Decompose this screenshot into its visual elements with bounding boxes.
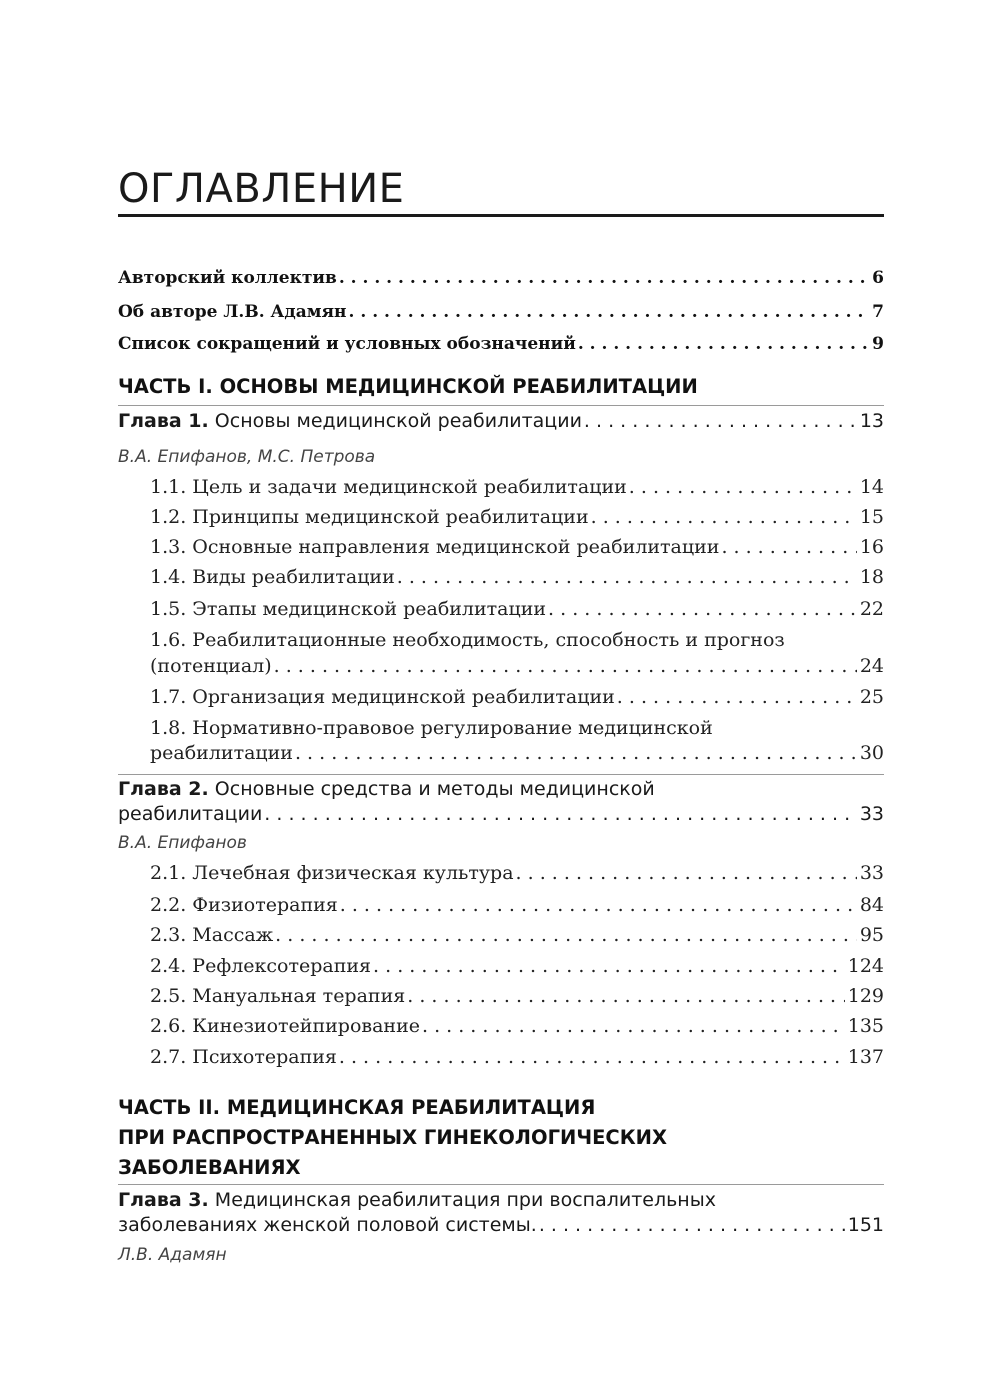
toc-section-2-3[interactable]: 2.3. Массаж . . . 95 [150, 924, 884, 946]
toc-section-1-8[interactable]: реабилитации . . . 30 [150, 742, 884, 764]
toc-page-number: 18 [859, 566, 884, 588]
part-1-heading[interactable]: ЧАСТЬ I. ОСНОВЫ МЕДИЦИНСКОЙ РЕАБИЛИТАЦИИ [118, 375, 698, 398]
toc-section-2-4[interactable]: 2.4. Рефлексотерапия . . . 124 [150, 955, 884, 977]
dot-leader [539, 1214, 845, 1236]
toc-page-number: 15 [859, 506, 884, 528]
toc-section-1-1[interactable]: 1.1. Цель и задачи медицинской реабилитации . . . 14 [150, 476, 884, 498]
dot-leader [721, 536, 856, 558]
toc-chapter-2[interactable]: реабилитации . . . 33 [118, 803, 884, 825]
toc-page-number: 25 [859, 686, 884, 708]
dot-leader [339, 1046, 845, 1068]
dot-leader [591, 506, 857, 528]
dot-leader [578, 334, 869, 354]
part-2-heading[interactable]: ЧАСТЬ II. МЕДИЦИНСКАЯ РЕАБИЛИТАЦИЯ ПРИ РАСПРОСТРАНЕННЫХ ГИНЕКОЛОГИЧЕСКИХ ЗАБОЛЕВАНИЯХ [118, 1096, 668, 1179]
dot-leader [397, 566, 857, 588]
toc-chapter-3[interactable]: заболеваниях женской половой системы. . . . 151 [118, 1214, 884, 1236]
chapter-1-authors: В.А. Епифанов, М.С. Петрова [118, 447, 376, 467]
dot-leader [274, 655, 857, 677]
toc-entry-abbreviations[interactable] [118, 334, 884, 354]
toc-page-number: 22 [859, 598, 884, 620]
dot-leader [340, 894, 857, 916]
toc-section-1-6-line1[interactable]: 1.6. Реабилитационные необходимость, способность и прогноз [150, 629, 785, 651]
page-title: ОГЛАВЛЕНИЕ [118, 166, 405, 212]
toc-chapter-2-line1[interactable]: Глава 2. Основные средства и методы медицинской [118, 778, 655, 800]
toc-page-number: 14 [859, 476, 884, 498]
toc-page-number: 33 [859, 803, 884, 825]
separator-line [118, 774, 884, 775]
toc-section-1-5[interactable]: 1.5. Этапы медицинской реабилитации . . . 22 [150, 598, 884, 620]
toc-section-1-3[interactable]: 1.3. Основные направления медицинской реабилитации . . . 16 [150, 536, 884, 558]
toc-entry-about-author[interactable] [118, 302, 884, 322]
chapter-3-authors: Л.В. Адамян [118, 1245, 227, 1265]
dot-leader [617, 686, 857, 708]
dot-leader [373, 955, 845, 977]
chapter-2-authors: В.А. Епифанов [118, 833, 247, 853]
toc-section-2-2[interactable]: 2.2. Физиотерапия . . . 84 [150, 894, 884, 916]
separator-line [118, 405, 884, 406]
dot-leader [339, 268, 869, 288]
toc-section-1-8-line1[interactable]: 1.8. Нормативно-правовое регулирование медицинской [150, 717, 713, 739]
toc-page-number: 7 [872, 302, 884, 322]
dot-leader [548, 598, 857, 620]
toc-page-number: 6 [872, 268, 884, 288]
toc-page-number: 135 [847, 1015, 884, 1037]
toc-entry-label: Об авторе Л.В. Адамян [118, 302, 347, 322]
toc-page-number: 84 [859, 894, 884, 916]
toc-entry-label: Список сокращений и условных обозначений [118, 334, 576, 354]
toc-entry-label: Авторский коллектив [118, 268, 337, 288]
dot-leader [275, 924, 857, 946]
toc-chapter-3-line1[interactable]: Глава 3. Медицинская реабилитация при воспалительных [118, 1189, 716, 1211]
toc-chapter-1[interactable] [118, 410, 884, 432]
dot-leader [407, 985, 844, 1007]
dot-leader [264, 803, 857, 825]
toc-page-number: 24 [859, 655, 884, 677]
toc-section-2-1[interactable]: 2.1. Лечебная физическая культура . . . 33 [150, 862, 884, 884]
toc-page-number: 137 [847, 1046, 884, 1068]
dot-leader [349, 302, 870, 322]
toc-page-number: 124 [847, 955, 884, 977]
dot-leader [422, 1015, 845, 1037]
toc-section-1-4[interactable]: 1.4. Виды реабилитации . . . 18 [150, 566, 884, 588]
toc-entry-authors[interactable] [118, 268, 884, 288]
dot-leader [295, 742, 857, 764]
dot-leader [516, 862, 857, 884]
toc-section-2-7[interactable]: 2.7. Психотерапия . . . 137 [150, 1046, 884, 1068]
dot-leader [584, 410, 857, 432]
toc-section-2-5[interactable]: 2.5. Мануальная терапия . . . 129 [150, 985, 884, 1007]
toc-page-number: 9 [872, 334, 884, 354]
toc-page-number: 30 [859, 742, 884, 764]
dot-leader [629, 476, 857, 498]
separator-line [118, 1184, 884, 1185]
toc-page-number: 95 [859, 924, 884, 946]
toc-page-number: 151 [847, 1214, 884, 1236]
toc-page-number: 16 [859, 536, 884, 558]
chapter-label: Глава 1. Основы медицинской реабилитации [118, 410, 582, 432]
toc-page-number: 33 [859, 862, 884, 884]
title-rule [118, 214, 884, 217]
toc-section-1-7[interactable]: 1.7. Организация медицинской реабилитации . . . 25 [150, 686, 884, 708]
toc-section-1-6[interactable]: (потенциал) . . . 24 [150, 655, 884, 677]
toc-section-1-2[interactable]: 1.2. Принципы медицинской реабилитации . . . 15 [150, 506, 884, 528]
toc-page-number: 129 [847, 985, 884, 1007]
toc-section-2-6[interactable]: 2.6. Кинезиотейпирование . . . 135 [150, 1015, 884, 1037]
toc-page-number: 13 [859, 410, 884, 432]
